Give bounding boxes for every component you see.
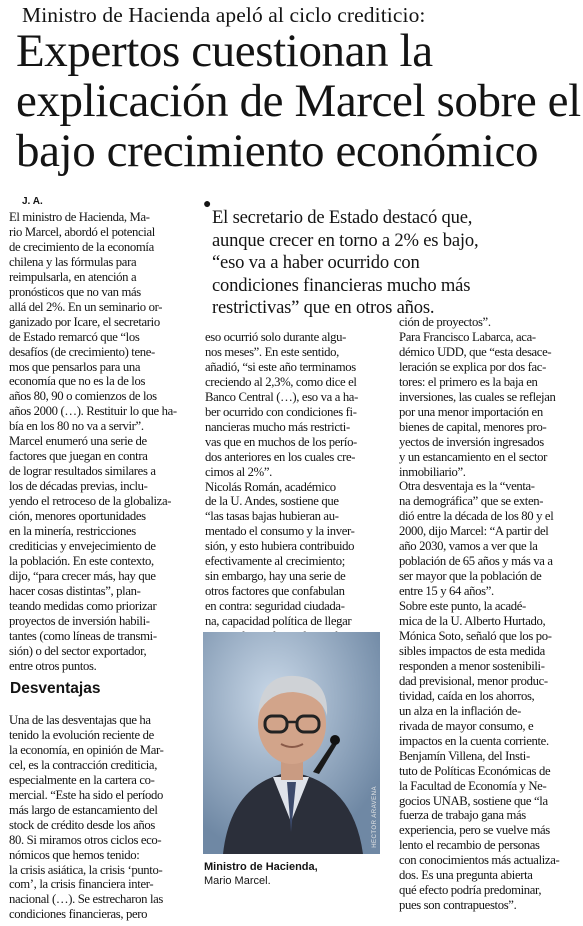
text-line: tores: el primero es la baja en [399,374,538,389]
text-line: yendo el retroceso de la globaliza- [9,494,172,509]
text-line: crediticias y envejecimiento de [9,538,156,553]
photo-caption [204,860,384,888]
text-line: mos que pensarlos para una [9,359,141,374]
text-line: de Estado remarcó que “los [9,329,140,344]
text-line: la crisis asiática, la crisis ‘punto- [9,862,163,877]
text-line: El ministro de Hacienda, Ma- [9,210,150,224]
byline: J. A. [22,196,43,207]
text-line: experiencia, pero se vuelve más [399,823,550,838]
text-line: chilena y las fórmulas para [9,254,137,269]
text-line: Mónica Soto, señaló que los po- [399,629,552,644]
text-line: dió entre la década de los 80 y el [399,509,554,524]
text-line: ser mayor que la población de [399,569,542,584]
text-line: nómicos que hemos tenido: [9,847,140,862]
text-line: cimos al 2%”. [205,464,272,479]
text-line: Otra desventaja es la “venta- [399,479,535,494]
text-line: ganizado por Icare, el secretario [9,314,160,329]
text-line: años 80, 90 o comienzos de los [9,389,157,404]
text-line: más largo de estancamiento del [9,802,158,817]
text-line: condiciones financieras, pero [9,907,148,922]
minister-photo [203,632,380,854]
text-line: años 2000 (…). Restituir lo que ha- [9,404,177,419]
pull-quote [212,207,574,320]
text-line: entre 15 y 64 años”. [399,584,494,599]
text-line: la economía, en opinión de Mar- [9,742,164,757]
caption-bold: Ministro de Hacienda, [204,861,318,873]
kicker: Ministro de Hacienda apeló al ciclo crediticio: [22,3,426,27]
text-line: sibles impactos de esta medida [399,643,545,658]
article-column-3 [399,315,577,913]
text-line: dos anteriores en los cuales cre- [205,449,356,464]
text-line: na demográfica” que se exten- [399,494,544,509]
text-line: ber ocurrido con condiciones fi- [205,404,357,419]
text-line: en la minería, restricciones [9,524,136,539]
pull-quote-line: El secretario de Estado destacó que, [212,207,473,228]
text-line: Para Francisco Labarca, aca- [399,329,536,344]
caption-text: Mario Marcel. [204,875,271,887]
pull-quote-line: restrictivas” que en otros años. [212,297,435,318]
text-line: Nicolás Román, académico [205,479,336,494]
text-line: mica de la U. Alberto Hurtado, [399,614,546,629]
text-line: especialmente en la cartera co- [9,772,155,787]
text-line: añadió, “si este año terminamos [205,359,356,374]
text-line: Una de las desventajas que ha [9,713,151,727]
text-line: entre otros puntos. [9,658,97,673]
text-line: bienes de capital, menores pro- [399,419,547,434]
text-line: sión) o del sector exportador, [9,643,147,658]
text-line: y un estancamiento en el sector [399,449,548,464]
text-line: nancieras mucho más restricti- [205,419,350,434]
text-line: nos meses”. En este sentido, [205,344,339,359]
text-line: “las tasas bajas hubieran au- [205,509,339,524]
text-line: hacer cosas distintas”, plan- [9,583,141,598]
text-line: efectivamente al crecimiento; [205,554,345,569]
text-line: por una menor importación en [399,404,543,419]
text-line: Benjamín Villena, del Insti- [399,748,530,763]
text-line: de lograr resultados similares a [9,464,156,479]
text-line: gocios UNAB, sostiene que “la [399,793,548,808]
bullet-icon: ● [203,197,212,212]
text-line: na, capacidad política de llegar [205,614,352,629]
text-line: creciendo al 2,3%, como dice el [205,374,357,389]
text-line: pues son contrapuestos”. [399,898,517,913]
text-line: economía que no es la de los [9,374,146,389]
text-line: año 2030, vamos a ver que la [399,539,538,554]
text-line: mercial. “Este ha sido el período [9,787,164,802]
text-line: lento el recambio de personas [399,838,540,853]
text-line: reimpulsarla, en atención a [9,269,137,284]
pull-quote-line: “eso va a haber ocurrido con [212,252,420,273]
pull-quote-line: condiciones financieras mucho más [212,274,471,296]
text-line: proyectos de inversión habili- [9,613,150,628]
text-line: de la U. Andes, sostiene que [205,494,339,509]
headline-line: bajo crecimiento económico [16,125,539,177]
text-line: dos. Es una pregunta abierta [399,868,533,883]
text-line: los de décadas previas, inclu- [9,479,148,494]
photo-credit: HÉCTOR ARAVENA [372,786,378,848]
text-line: la población. En este contexto, [9,553,154,568]
text-line: la Facultad de Economía y Ne- [399,778,547,793]
text-line: Marcel enumeró una serie de [9,434,147,449]
article-column-1-continued [9,713,200,922]
text-line: otros factores que confabulan [205,584,345,599]
text-line: fuerza de trabajo gana más [399,808,526,823]
text-line: desafíos (de crecimiento) tene- [9,344,155,359]
text-line: Banco Central (…), eso va a ha- [205,389,358,404]
text-line: stock de crédito desde los años [9,817,155,832]
text-line: sin embargo, hay una serie de [205,569,346,584]
text-line: tividad, caída en los ahorros, [399,688,535,703]
text-line: nacional (…). Se estrecharon las [9,892,164,907]
text-line: tuto de Políticas Económicas de [399,763,551,778]
headline-line: explicación de Marcel sobre el [16,75,581,127]
text-line: rio Marcel, abordó el potencial [9,224,155,239]
text-line: con conocimientos más actualiza- [399,853,560,868]
text-line: responden a menor sostenibili- [399,658,545,673]
text-line: cel, es la contracción crediticia, [9,757,158,772]
text-line: dijo, “para crecer más, hay que [9,568,156,583]
text-line: ción de proyectos”. [399,315,491,329]
text-line: tantes (como líneas de transmi- [9,628,157,643]
text-line: 80. Si miramos otros ciclos eco- [9,832,162,847]
text-line: ción, menores oportunidades [9,509,146,524]
text-line: tenido la evolución reciente de [9,727,154,742]
text-line: pronósticos que no van más [9,284,141,299]
text-line: en contra: seguridad ciudada- [205,599,345,614]
text-line: 2000, dijo Marcel: “A partir del [399,524,549,539]
text-line: inmobiliario”. [399,464,466,479]
text-line: rivada de mayor consumo, e [399,718,534,733]
portrait-illustration [203,632,380,854]
text-line: qué efecto podría predominar, [399,883,542,898]
text-line: teando medidas como priorizar [9,598,157,613]
text-line: impactos en la cuenta corriente. [399,733,549,748]
article-column-1 [9,210,200,674]
text-line: población de 65 años y más va a [399,554,553,569]
text-line: bía en los 80 no va a servir”. [9,419,144,434]
text-line: com’, la crisis financiera inter- [9,877,154,892]
text-line: Sobre este punto, la acadé- [399,599,526,614]
text-line: un alza en la inflación de- [399,703,521,718]
headline [16,25,581,177]
text-line: inversiones, las cuales se reflejan [399,389,556,404]
article-column-2 [205,330,386,644]
text-line: yectos de inversión ingresados [399,434,544,449]
text-line: de crecimiento de la economía [9,239,154,254]
text-line: dad previsional, menor produc- [399,673,548,688]
headline-line: Expertos cuestionan la [16,25,433,77]
text-line: vas que en muchos de los perío- [205,434,357,449]
pull-quote-line: aunque crecer en torno a 2% es bajo, [212,229,479,251]
text-line: leración se explica por dos fac- [399,359,546,374]
text-line: allá del 2%. En un seminario or- [9,299,163,314]
text-line: factores que juegan en contra [9,449,148,464]
text-line: démico UDD, que “esta desace- [399,344,552,359]
section-subhead: Desventajas [10,680,101,697]
text-line: sión, y esto hubiera contribuido [205,539,355,554]
text-line: eso ocurrió solo durante algu- [205,330,347,344]
text-line: mentado el consumo y la inver- [205,524,355,539]
